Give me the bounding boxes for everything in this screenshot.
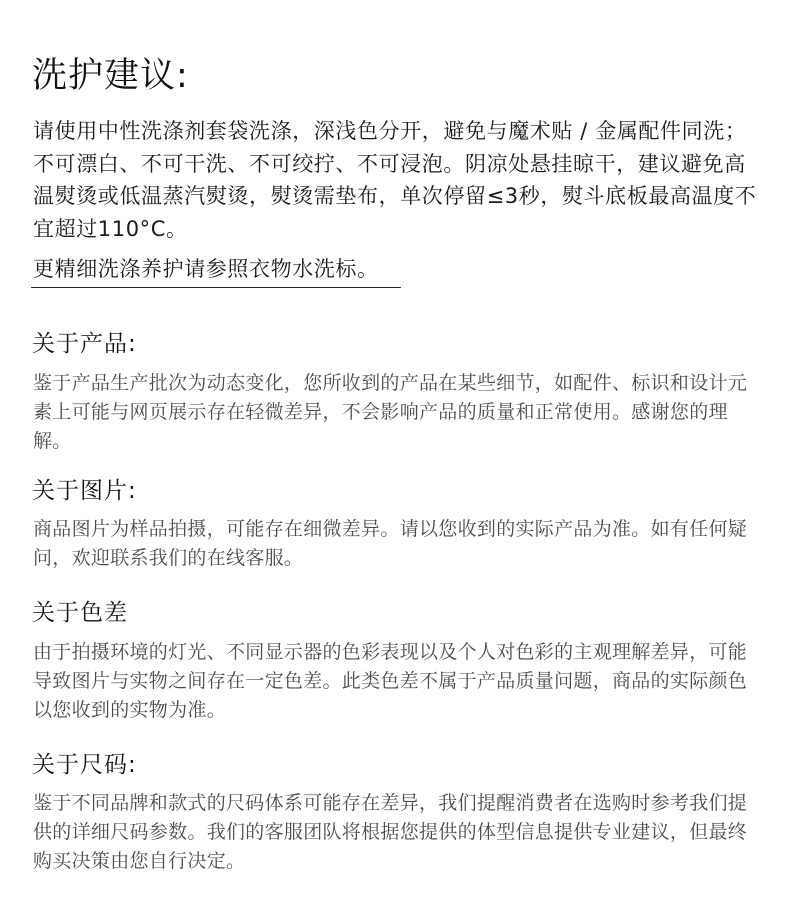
- about-product-heading: 关于产品:: [32, 331, 137, 357]
- about-size-heading: 关于尺码:: [32, 752, 137, 778]
- care-note-underline: [31, 287, 401, 288]
- about-color-difference-heading: 关于色差: [32, 600, 128, 626]
- about-images-text: 商品图片为样品拍摄，可能存在细微差异。请以您收到的实际产品为准。如有任何疑问，欢迎联系我们的在线客服。: [33, 518, 748, 569]
- care-label-note: 更精细洗涤养护请参照衣物水洗标。: [33, 257, 379, 281]
- about-images-heading: 关于图片:: [32, 478, 137, 504]
- about-size-text: 鉴于不同品牌和款式的尺码体系可能存在差异，我们提醒消费者在选购时参考我们提供的详细尺码参数。我们的客服团队将根据您提供的体型信息提供专业建议，但最终购买决策由您自行决定。: [33, 792, 748, 872]
- care-title: 洗护建议:: [32, 56, 189, 96]
- about-color-difference-text: 由于拍摄环境的灯光、不同显示器的色彩表现以及个人对色彩的主观理解差异，可能导致图片与实物之间存在一定色差。此类色差不属于产品质量问题，商品的实际颜色以您收到的实物为准。: [33, 641, 748, 721]
- about-product-text: 鉴于产品生产批次为动态变化，您所收到的产品在某些细节，如配件、标识和设计元素上可能与网页展示存在轻微差异，不会影响产品的质量和正常使用。感谢您的理解。: [33, 372, 748, 452]
- care-instructions: 请使用中性洗涤剂套袋洗涤，深浅色分开，避免与魔术贴 / 金属配件同洗；不可漂白、不可干洗、不可绞拧、不可浸泡。阴凉处悬挂晾干，建议避免高温熨烫或低温蒸汽熨烫，熨烫需垫布，单次停留≤3秒，熨斗底板最高温度不宜超过110°C。: [33, 119, 757, 241]
